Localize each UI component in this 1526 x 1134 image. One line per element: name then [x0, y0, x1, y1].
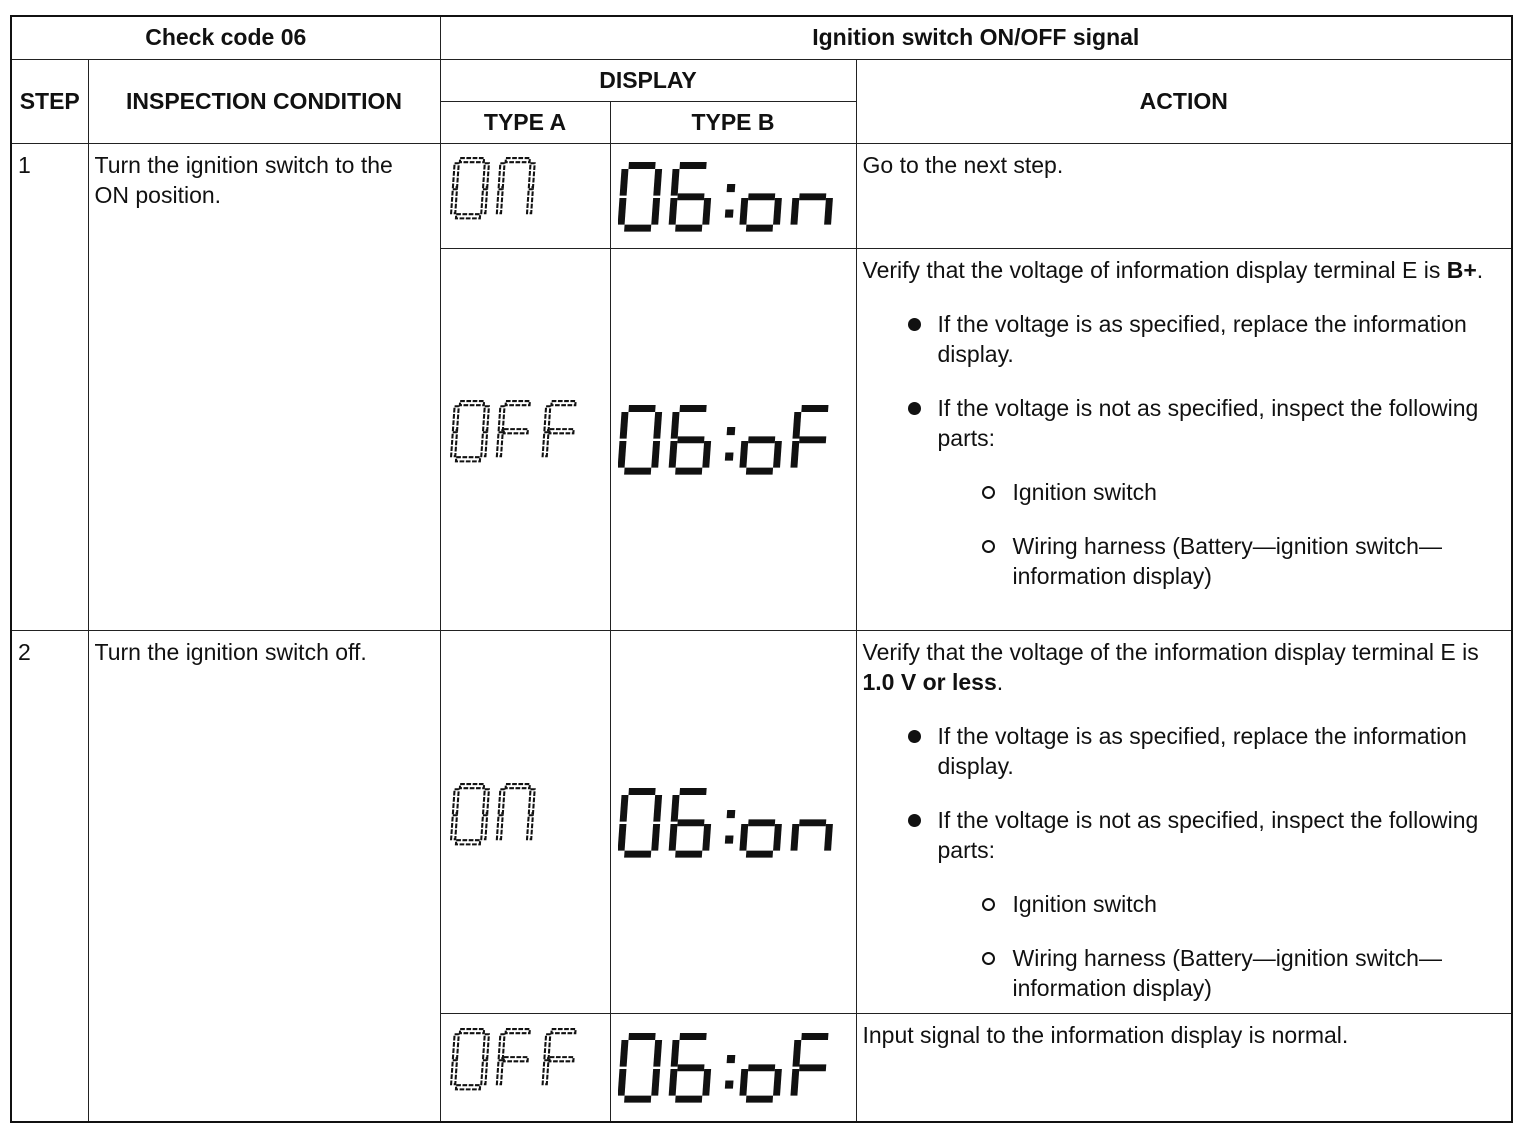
display-type-b [610, 143, 856, 248]
lcd-segment [543, 432, 549, 456]
display-type-b [610, 248, 856, 630]
circle-bullet-icon [982, 540, 995, 553]
lcd-segment [677, 193, 704, 200]
lcd-display [450, 151, 600, 241]
lcd-segment [618, 441, 626, 468]
lcd-segment [628, 405, 655, 412]
inspection-table [10, 15, 1513, 1123]
display-type-a [440, 143, 610, 248]
lcd-segment [746, 1096, 773, 1103]
lcd-segment [824, 197, 833, 224]
lcd-segment [680, 405, 707, 412]
lcd-segment [527, 815, 533, 839]
lcd-segment [451, 1060, 457, 1084]
lcd-segment [456, 214, 480, 218]
lcd-segment [677, 1065, 704, 1072]
lcd-segment [506, 158, 530, 162]
check-code-title: Check code 06 [11, 16, 440, 59]
step-number: 1 [11, 143, 88, 630]
lcd-segment [504, 1057, 528, 1061]
lcd-segment [801, 1033, 828, 1040]
lcd-segment [451, 815, 457, 839]
lcd-segment [460, 401, 484, 405]
step-condition: Turn the ignition switch to the ON position. [88, 143, 440, 630]
lcd-segment [680, 788, 707, 795]
lcd-segment [669, 1069, 678, 1096]
lcd-segment [624, 224, 651, 231]
lcd-colon-dot [725, 209, 734, 217]
lcd-segment [671, 1040, 680, 1067]
lcd-segment [680, 1033, 707, 1040]
lcd-segment [628, 162, 655, 169]
lcd-segment [460, 158, 484, 162]
lcd-display [618, 156, 848, 236]
lcd-segment [618, 1069, 626, 1096]
lcd-segment [748, 819, 775, 826]
lcd-display [450, 394, 600, 484]
lcd-segment [651, 823, 660, 850]
bullet-icon [908, 730, 921, 743]
lcd-segment [499, 789, 505, 813]
circle-bullet-icon [982, 486, 995, 499]
circle-bullet-icon [982, 898, 995, 911]
col-type-a-header: TYPE A [440, 101, 610, 143]
lcd-segment [790, 441, 799, 468]
lcd-segment [773, 441, 782, 468]
lcd-segment [460, 784, 484, 788]
bullet-icon [908, 814, 921, 827]
lcd-segment [506, 401, 530, 405]
lcd-segment [624, 468, 651, 475]
lcd-segment [497, 1060, 503, 1084]
lcd-segment [790, 197, 799, 224]
lcd-segment [702, 823, 711, 850]
lcd-segment [481, 815, 487, 839]
lcd-segment [702, 1069, 711, 1096]
lcd-segment [481, 1060, 487, 1084]
col-type-b-header: TYPE B [610, 101, 856, 143]
lcd-segment [677, 819, 704, 826]
lcd-display [450, 777, 600, 867]
lcd-segment [790, 823, 799, 850]
lcd-segment [618, 197, 626, 224]
lcd-segment [481, 432, 487, 456]
sub-bullet-item: Wiring harness (Battery—ignition switch—information display) [1013, 943, 1504, 1003]
lcd-segment [527, 189, 533, 213]
action-cell [856, 630, 1512, 1013]
spec-value: B+ [1446, 256, 1477, 283]
col-action-header: ACTION [856, 59, 1512, 143]
lcd-segment [680, 162, 707, 169]
lcd-segment [529, 789, 535, 813]
lcd-segment [792, 1040, 801, 1067]
lcd-segment [453, 789, 459, 813]
lcd-segment [653, 1040, 662, 1067]
lcd-colon-dot [725, 453, 734, 461]
lcd-segment [739, 1069, 748, 1096]
lcd-segment [506, 784, 530, 788]
bullet-item: If the voltage is not as specified, inspect the following parts: [938, 393, 1504, 453]
lcd-segment [529, 163, 535, 187]
lcd-segment [739, 823, 748, 850]
lcd-segment [620, 1040, 629, 1067]
lcd-segment [460, 1029, 484, 1033]
lcd-segment [483, 789, 489, 813]
lcd-segment [624, 1096, 651, 1103]
lcd-segment [651, 197, 660, 224]
lcd-segment [628, 788, 655, 795]
bullet-icon [908, 318, 921, 331]
lcd-segment [624, 850, 651, 857]
action-text: Go to the next step. [862, 151, 1064, 178]
col-step-header: STEP [11, 59, 88, 143]
lcd-segment [653, 412, 662, 439]
action-text: Verify that the voltage of the information display terminal E is 1.0 V or less. [862, 638, 1479, 695]
lcd-segment [677, 436, 704, 443]
display-type-b [610, 630, 856, 1013]
sub-bullet-item: Ignition switch [1013, 477, 1504, 507]
lcd-colon-dot [725, 835, 734, 843]
lcd-segment [628, 1033, 655, 1040]
lcd-segment [671, 168, 680, 195]
spec-value: 1.0 V or less [862, 668, 997, 695]
lcd-segment [456, 457, 480, 461]
lcd-segment [620, 412, 629, 439]
lcd-segment [453, 1034, 459, 1058]
bullet-icon [908, 402, 921, 415]
bullet-item: If the voltage is as specified, replace the information display. [938, 309, 1504, 369]
lcd-segment [824, 823, 833, 850]
lcd-segment [483, 406, 489, 430]
display-type-a [440, 630, 610, 1013]
lcd-segment [799, 819, 826, 826]
lcd-segment [497, 432, 503, 456]
lcd-segment [702, 441, 711, 468]
lcd-segment [499, 406, 505, 430]
action-cell [856, 143, 1512, 248]
lcd-colon-dot [727, 810, 736, 818]
lcd-segment [620, 168, 629, 195]
lcd-segment [739, 441, 748, 468]
lcd-segment [669, 197, 678, 224]
lcd-segment [497, 189, 503, 213]
lcd-segment [669, 441, 678, 468]
lcd-colon-dot [725, 1081, 734, 1089]
action-cell [856, 1013, 1512, 1122]
lcd-segment [620, 794, 629, 821]
lcd-segment [748, 436, 775, 443]
lcd-segment [773, 197, 782, 224]
lcd-segment [618, 823, 626, 850]
action-text: Input signal to the information display is normal. [862, 1021, 1349, 1048]
lcd-segment [746, 224, 773, 231]
lcd-segment [748, 193, 775, 200]
bullet-item: If the voltage is not as specified, inspect the following parts: [938, 805, 1504, 865]
lcd-segment [799, 436, 826, 443]
lcd-segment [651, 1069, 660, 1096]
lcd-display [618, 782, 848, 862]
lcd-segment [773, 823, 782, 850]
lcd-colon-dot [727, 184, 736, 192]
lcd-segment [746, 468, 773, 475]
display-type-b [610, 1013, 856, 1122]
lcd-segment [549, 429, 573, 433]
lcd-display [618, 399, 848, 479]
lcd-segment [675, 850, 702, 857]
lcd-segment [453, 406, 459, 430]
sub-bullet-item: Wiring harness (Battery—ignition switch—information display) [1013, 531, 1504, 591]
lcd-segment [544, 406, 550, 430]
col-condition-header: INSPECTION CONDITION [88, 59, 440, 143]
action-cell [856, 248, 1512, 630]
lcd-segment [549, 1057, 573, 1061]
bullet-item: If the voltage is as specified, replace the information display. [938, 721, 1504, 781]
circle-bullet-icon [982, 952, 995, 965]
action-text: Verify that the voltage of information display terminal E is B+. [862, 256, 1484, 283]
step-number: 2 [11, 630, 88, 1122]
lcd-segment [773, 1069, 782, 1096]
lcd-segment [456, 1085, 480, 1089]
lcd-segment [799, 1065, 826, 1072]
lcd-segment [651, 441, 660, 468]
lcd-segment [453, 163, 459, 187]
lcd-segment [702, 197, 711, 224]
lcd-segment [739, 197, 748, 224]
lcd-segment [451, 432, 457, 456]
display-type-a [440, 248, 610, 630]
lcd-segment [499, 163, 505, 187]
lcd-segment [792, 412, 801, 439]
lcd-segment [671, 794, 680, 821]
lcd-segment [653, 794, 662, 821]
lcd-colon-dot [727, 1055, 736, 1063]
lcd-segment [675, 1096, 702, 1103]
lcd-segment [799, 193, 826, 200]
lcd-segment [671, 412, 680, 439]
lcd-segment [456, 840, 480, 844]
lcd-segment [675, 224, 702, 231]
lcd-segment [451, 189, 457, 213]
lcd-display [450, 1022, 600, 1112]
lcd-segment [551, 1029, 575, 1033]
lcd-segment [481, 189, 487, 213]
lcd-segment [653, 168, 662, 195]
lcd-segment [675, 468, 702, 475]
lcd-segment [669, 823, 678, 850]
lcd-segment [506, 1029, 530, 1033]
lcd-segment [551, 401, 575, 405]
lcd-segment [544, 1034, 550, 1058]
lcd-segment [504, 429, 528, 433]
lcd-segment [746, 850, 773, 857]
lcd-segment [499, 1034, 505, 1058]
lcd-segment [801, 405, 828, 412]
display-type-a [440, 1013, 610, 1122]
lcd-segment [790, 1069, 799, 1096]
signal-title: Ignition switch ON/OFF signal [440, 16, 1512, 59]
lcd-display [618, 1027, 848, 1107]
lcd-colon-dot [727, 427, 736, 435]
lcd-segment [748, 1065, 775, 1072]
lcd-segment [483, 163, 489, 187]
lcd-segment [543, 1060, 549, 1084]
col-display-header: DISPLAY [440, 59, 856, 101]
sub-bullet-item: Ignition switch [1013, 889, 1504, 919]
step-condition: Turn the ignition switch off. [88, 630, 440, 1122]
lcd-segment [483, 1034, 489, 1058]
lcd-segment [497, 815, 503, 839]
